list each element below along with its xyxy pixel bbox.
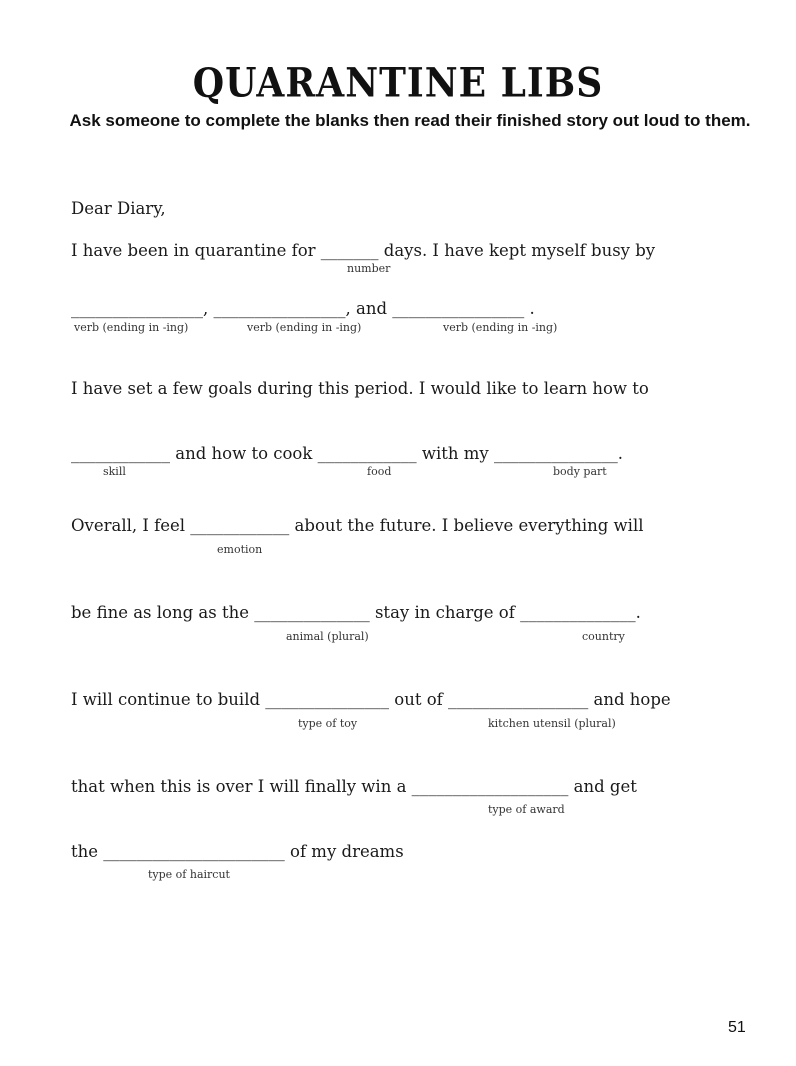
story-line-4: ____________ and how to cook ____________ with my _______________. (71, 444, 623, 463)
page-number: 51 (728, 1019, 746, 1036)
story-line-9: the ______________________ of my dreams (71, 842, 404, 861)
hint-body-part: body part (553, 465, 607, 478)
story-line-3: I have set a few goals during this period. I would like to learn how to (71, 379, 649, 398)
hint-type-of-toy: type of toy (298, 717, 358, 730)
hint-verb-1: verb (ending in -ing) (74, 321, 189, 334)
hint-country: country (582, 630, 625, 643)
hint-kitchen-utensil: kitchen utensil (plural) (488, 717, 616, 730)
hint-animal: animal (plural) (286, 630, 369, 643)
story-line-6: be fine as long as the ______________ stay in charge of ______________. (71, 603, 641, 622)
hint-verb-3: verb (ending in -ing) (443, 321, 558, 334)
hint-emotion: emotion (217, 543, 263, 556)
hint-food: food (367, 465, 392, 478)
hint-type-of-haircut: type of haircut (148, 868, 230, 881)
page-title: QUARANTINE LIBS (192, 59, 604, 107)
story-line-8: that when this is over I will finally win a ___________________ and get (71, 777, 637, 796)
hint-number: number (347, 262, 391, 275)
story-greeting: Dear Diary, (71, 199, 166, 218)
story-line-5: Overall, I feel ____________ about the future. I believe everything will (71, 516, 644, 535)
story-line-1: I have been in quarantine for _______ days. I have kept myself busy by (71, 241, 656, 260)
hint-verb-2: verb (ending in -ing) (247, 321, 362, 334)
hint-skill: skill (103, 465, 126, 478)
story-line-7: I will continue to build _______________ out of _________________ and hope (71, 690, 671, 709)
instructions-text: Ask someone to complete the blanks then read their finished story out loud to them. (69, 111, 751, 130)
hint-type-of-award: type of award (488, 803, 565, 816)
story-line-2: ________________, ________________, and ________________ . (71, 299, 535, 318)
